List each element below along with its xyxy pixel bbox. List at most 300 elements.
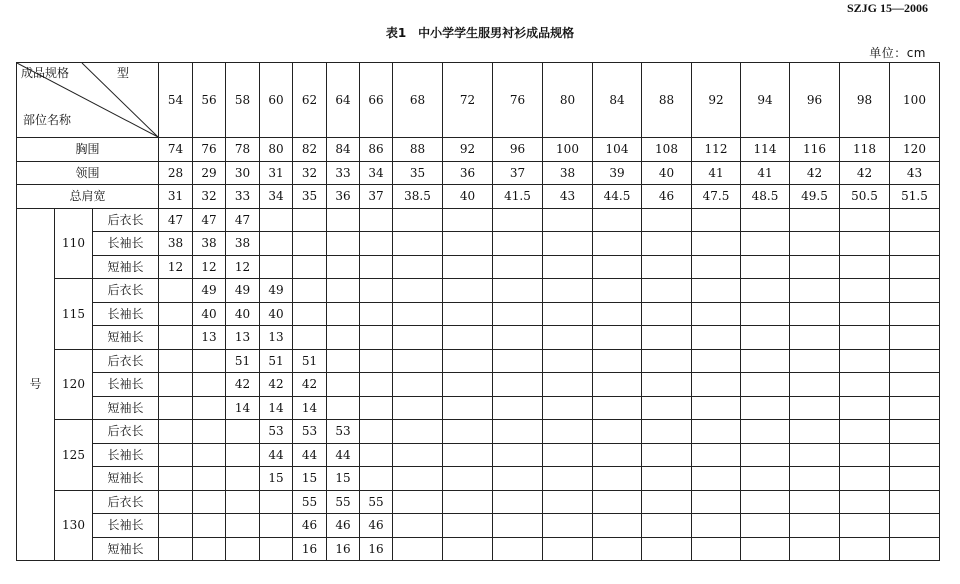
type-header-cell: 84	[593, 63, 642, 138]
value-cell: 41	[741, 161, 790, 185]
part-name-cell: 长袖长	[93, 514, 159, 538]
value-cell: 33	[327, 161, 360, 185]
value-cell: 37	[360, 185, 393, 209]
value-cell	[692, 255, 741, 279]
garment-measure-row	[17, 302, 940, 326]
value-cell: 32	[193, 185, 226, 209]
value-cell	[840, 490, 890, 514]
value-cell: 34	[260, 185, 293, 209]
value-cell: 41	[692, 161, 741, 185]
value-cell: 14	[226, 396, 260, 420]
value-cell	[890, 443, 940, 467]
value-cell	[790, 302, 840, 326]
value-cell	[543, 537, 593, 561]
value-cell	[360, 232, 393, 256]
value-cell	[159, 467, 193, 491]
value-cell: 40	[226, 302, 260, 326]
value-cell: 51	[260, 349, 293, 373]
value-cell	[642, 373, 692, 397]
value-cell: 49	[260, 279, 293, 303]
value-cell: 78	[226, 138, 260, 162]
value-cell	[593, 302, 642, 326]
value-cell	[642, 279, 692, 303]
value-cell: 40	[193, 302, 226, 326]
garment-measure-row	[17, 255, 940, 279]
value-cell: 44	[260, 443, 293, 467]
value-cell	[493, 514, 543, 538]
value-cell	[741, 208, 790, 232]
value-cell: 49.5	[790, 185, 840, 209]
value-cell	[327, 349, 360, 373]
value-cell	[226, 467, 260, 491]
value-cell	[741, 396, 790, 420]
value-cell	[360, 420, 393, 444]
value-cell	[593, 208, 642, 232]
value-cell	[543, 208, 593, 232]
value-cell	[642, 302, 692, 326]
part-name-cell: 后衣长	[93, 279, 159, 303]
value-cell	[840, 232, 890, 256]
value-cell	[741, 537, 790, 561]
garment-measure-row	[17, 279, 940, 303]
value-cell	[193, 537, 226, 561]
part-name-cell: 短袖长	[93, 326, 159, 350]
value-cell	[890, 396, 940, 420]
value-cell	[260, 232, 293, 256]
value-cell	[226, 490, 260, 514]
value-cell: 84	[327, 138, 360, 162]
value-cell: 16	[327, 537, 360, 561]
value-cell: 76	[193, 138, 226, 162]
value-cell: 74	[159, 138, 193, 162]
value-cell	[493, 373, 543, 397]
value-cell: 120	[890, 138, 940, 162]
value-cell	[443, 349, 493, 373]
value-cell	[840, 467, 890, 491]
type-header-cell: 64	[327, 63, 360, 138]
value-cell: 35	[293, 185, 327, 209]
value-cell	[260, 514, 293, 538]
value-cell: 50.5	[840, 185, 890, 209]
value-cell: 31	[260, 161, 293, 185]
value-cell: 16	[360, 537, 393, 561]
value-cell	[443, 396, 493, 420]
value-cell	[790, 396, 840, 420]
value-cell: 46	[293, 514, 327, 538]
value-cell	[890, 467, 940, 491]
value-cell	[790, 490, 840, 514]
value-cell	[642, 467, 692, 491]
value-cell	[890, 537, 940, 561]
value-cell: 112	[692, 138, 741, 162]
value-cell: 15	[293, 467, 327, 491]
value-cell: 46	[360, 514, 393, 538]
hao-value-cell: 110	[55, 208, 93, 279]
value-cell	[593, 349, 642, 373]
value-cell	[493, 208, 543, 232]
value-cell	[741, 514, 790, 538]
value-cell	[260, 255, 293, 279]
value-cell	[642, 537, 692, 561]
value-cell	[293, 302, 327, 326]
value-cell	[360, 255, 393, 279]
value-cell	[393, 255, 443, 279]
value-cell	[443, 443, 493, 467]
size-spec-table	[16, 62, 940, 561]
value-cell	[159, 396, 193, 420]
value-cell	[493, 302, 543, 326]
value-cell	[443, 467, 493, 491]
value-cell	[642, 490, 692, 514]
value-cell	[840, 443, 890, 467]
value-cell	[260, 537, 293, 561]
value-cell	[741, 373, 790, 397]
value-cell: 51	[293, 349, 327, 373]
type-header-cell: 68	[393, 63, 443, 138]
value-cell	[692, 208, 741, 232]
value-cell	[393, 396, 443, 420]
value-cell	[890, 208, 940, 232]
value-cell: 37	[493, 161, 543, 185]
value-cell: 51	[226, 349, 260, 373]
value-cell	[790, 514, 840, 538]
value-cell: 30	[226, 161, 260, 185]
value-cell	[159, 326, 193, 350]
value-cell: 46	[327, 514, 360, 538]
value-cell	[692, 396, 741, 420]
value-cell: 42	[226, 373, 260, 397]
type-header-cell: 94	[741, 63, 790, 138]
value-cell: 53	[327, 420, 360, 444]
type-header-cell: 98	[840, 63, 890, 138]
value-cell	[543, 443, 593, 467]
value-cell	[443, 208, 493, 232]
value-cell	[642, 514, 692, 538]
type-header-cell: 66	[360, 63, 393, 138]
part-name-cell: 后衣长	[93, 208, 159, 232]
value-cell	[741, 490, 790, 514]
value-cell	[692, 349, 741, 373]
value-cell	[840, 326, 890, 350]
value-cell	[443, 373, 493, 397]
value-cell: 49	[226, 279, 260, 303]
value-cell: 47.5	[692, 185, 741, 209]
garment-measure-row	[17, 208, 940, 232]
table-title	[0, 24, 960, 41]
value-cell	[193, 373, 226, 397]
value-cell	[159, 279, 193, 303]
value-cell: 12	[226, 255, 260, 279]
value-cell: 47	[193, 208, 226, 232]
value-cell: 114	[741, 138, 790, 162]
value-cell	[840, 255, 890, 279]
garment-measure-row	[17, 232, 940, 256]
value-cell: 42	[840, 161, 890, 185]
value-cell	[393, 208, 443, 232]
value-cell	[890, 420, 940, 444]
type-header-cell: 72	[443, 63, 493, 138]
value-cell: 28	[159, 161, 193, 185]
value-cell: 38	[226, 232, 260, 256]
value-cell	[890, 255, 940, 279]
value-cell	[543, 232, 593, 256]
value-cell: 43	[543, 185, 593, 209]
value-cell	[790, 420, 840, 444]
value-cell	[543, 279, 593, 303]
value-cell	[543, 326, 593, 350]
value-cell	[692, 467, 741, 491]
value-cell: 55	[360, 490, 393, 514]
hao-value-cell: 115	[55, 279, 93, 350]
value-cell	[493, 537, 543, 561]
value-cell	[741, 326, 790, 350]
garment-measure-row	[17, 537, 940, 561]
value-cell: 32	[293, 161, 327, 185]
part-name-cell: 短袖长	[93, 467, 159, 491]
body-measure-row	[17, 185, 940, 209]
value-cell	[360, 443, 393, 467]
value-cell	[393, 373, 443, 397]
part-name-cell: 后衣长	[93, 490, 159, 514]
value-cell	[790, 373, 840, 397]
value-cell	[493, 255, 543, 279]
value-cell: 80	[260, 138, 293, 162]
value-cell	[443, 490, 493, 514]
table-number: 表1	[385, 26, 407, 40]
hao-value-cell: 130	[55, 490, 93, 561]
value-cell	[692, 514, 741, 538]
value-cell: 44.5	[593, 185, 642, 209]
value-cell: 86	[360, 138, 393, 162]
value-cell	[443, 420, 493, 444]
value-cell	[692, 232, 741, 256]
value-cell	[543, 514, 593, 538]
garment-measure-row	[17, 467, 940, 491]
value-cell	[193, 349, 226, 373]
type-header-cell: 96	[790, 63, 840, 138]
value-cell	[692, 279, 741, 303]
value-cell	[193, 396, 226, 420]
value-cell: 14	[260, 396, 293, 420]
value-cell	[327, 302, 360, 326]
value-cell	[393, 514, 443, 538]
value-cell	[393, 302, 443, 326]
body-measure-row	[17, 138, 940, 162]
value-cell	[890, 302, 940, 326]
value-cell	[327, 373, 360, 397]
value-cell	[327, 232, 360, 256]
value-cell	[543, 467, 593, 491]
value-cell: 92	[443, 138, 493, 162]
value-cell: 40	[642, 161, 692, 185]
value-cell	[692, 326, 741, 350]
value-cell: 88	[393, 138, 443, 162]
type-header-cell: 60	[260, 63, 293, 138]
value-cell: 13	[260, 326, 293, 350]
value-cell	[741, 232, 790, 256]
type-header-cell: 92	[692, 63, 741, 138]
body-measure-row	[17, 161, 940, 185]
value-cell	[642, 208, 692, 232]
value-cell: 42	[293, 373, 327, 397]
value-cell	[642, 326, 692, 350]
value-cell: 42	[790, 161, 840, 185]
value-cell	[159, 302, 193, 326]
header-row	[17, 63, 940, 138]
value-cell	[493, 467, 543, 491]
type-header-cell: 56	[193, 63, 226, 138]
value-cell	[543, 255, 593, 279]
value-cell	[493, 232, 543, 256]
value-cell	[360, 396, 393, 420]
value-cell	[393, 467, 443, 491]
value-cell: 118	[840, 138, 890, 162]
value-cell	[593, 467, 642, 491]
value-cell	[543, 302, 593, 326]
value-cell	[543, 349, 593, 373]
value-cell: 12	[159, 255, 193, 279]
type-header-cell: 62	[293, 63, 327, 138]
part-name-cell: 长袖长	[93, 373, 159, 397]
garment-measure-row	[17, 349, 940, 373]
value-cell	[840, 373, 890, 397]
value-cell	[360, 302, 393, 326]
value-cell	[293, 326, 327, 350]
part-name-cell: 短袖长	[93, 255, 159, 279]
value-cell	[790, 443, 840, 467]
value-cell	[159, 443, 193, 467]
value-cell: 36	[327, 185, 360, 209]
value-cell	[443, 302, 493, 326]
value-cell	[293, 279, 327, 303]
value-cell: 13	[226, 326, 260, 350]
garment-measure-row	[17, 490, 940, 514]
value-cell	[393, 537, 443, 561]
value-cell: 15	[327, 467, 360, 491]
value-cell	[193, 420, 226, 444]
value-cell: 40	[260, 302, 293, 326]
value-cell	[260, 490, 293, 514]
value-cell: 108	[642, 138, 692, 162]
value-cell: 51.5	[890, 185, 940, 209]
value-cell	[293, 208, 327, 232]
value-cell: 46	[642, 185, 692, 209]
value-cell	[327, 279, 360, 303]
value-cell: 40	[443, 185, 493, 209]
hao-label: 号	[17, 208, 55, 561]
value-cell: 48.5	[741, 185, 790, 209]
value-cell	[741, 279, 790, 303]
value-cell	[741, 302, 790, 326]
value-cell	[327, 208, 360, 232]
type-header-cell: 58	[226, 63, 260, 138]
type-header-cell: 80	[543, 63, 593, 138]
value-cell	[593, 255, 642, 279]
value-cell	[790, 349, 840, 373]
value-cell	[393, 279, 443, 303]
value-cell	[890, 490, 940, 514]
value-cell	[327, 396, 360, 420]
value-cell	[692, 373, 741, 397]
type-header-cell: 54	[159, 63, 193, 138]
value-cell	[890, 373, 940, 397]
value-cell	[159, 514, 193, 538]
value-cell	[293, 255, 327, 279]
value-cell	[360, 373, 393, 397]
value-cell	[890, 326, 940, 350]
value-cell	[360, 467, 393, 491]
value-cell	[543, 420, 593, 444]
value-cell	[593, 490, 642, 514]
value-cell	[226, 443, 260, 467]
part-name-cell: 长袖长	[93, 443, 159, 467]
value-cell: 38.5	[393, 185, 443, 209]
value-cell	[543, 396, 593, 420]
value-cell	[593, 279, 642, 303]
value-cell: 53	[260, 420, 293, 444]
value-cell: 55	[293, 490, 327, 514]
value-cell	[493, 490, 543, 514]
value-cell	[840, 349, 890, 373]
row-label: 胸围	[17, 138, 159, 162]
value-cell	[293, 232, 327, 256]
value-cell: 39	[593, 161, 642, 185]
value-cell	[840, 537, 890, 561]
value-cell	[741, 443, 790, 467]
type-header-cell: 100	[890, 63, 940, 138]
value-cell	[790, 326, 840, 350]
value-cell	[226, 420, 260, 444]
value-cell	[840, 302, 890, 326]
value-cell	[642, 349, 692, 373]
value-cell	[360, 208, 393, 232]
value-cell	[493, 279, 543, 303]
value-cell: 41.5	[493, 185, 543, 209]
hao-value-cell: 125	[55, 420, 93, 491]
value-cell	[360, 279, 393, 303]
value-cell: 49	[193, 279, 226, 303]
row-label: 总肩宽	[17, 185, 159, 209]
value-cell	[890, 514, 940, 538]
value-cell	[790, 467, 840, 491]
standard-number: SZJG 15—2006	[846, 1, 928, 15]
value-cell	[692, 420, 741, 444]
value-cell	[493, 396, 543, 420]
part-name-cell: 长袖长	[93, 232, 159, 256]
value-cell	[393, 349, 443, 373]
value-cell	[393, 490, 443, 514]
value-cell	[360, 326, 393, 350]
value-cell	[193, 514, 226, 538]
value-cell: 47	[159, 208, 193, 232]
value-cell	[159, 537, 193, 561]
value-cell	[593, 443, 642, 467]
value-cell	[593, 232, 642, 256]
garment-measure-row	[17, 396, 940, 420]
value-cell: 38	[543, 161, 593, 185]
value-cell	[840, 514, 890, 538]
value-cell	[393, 420, 443, 444]
value-cell: 47	[226, 208, 260, 232]
value-cell: 33	[226, 185, 260, 209]
value-cell	[642, 443, 692, 467]
garment-measure-row	[17, 514, 940, 538]
value-cell	[642, 255, 692, 279]
value-cell	[790, 255, 840, 279]
value-cell	[159, 490, 193, 514]
value-cell	[159, 349, 193, 373]
corner-cell	[17, 63, 159, 138]
